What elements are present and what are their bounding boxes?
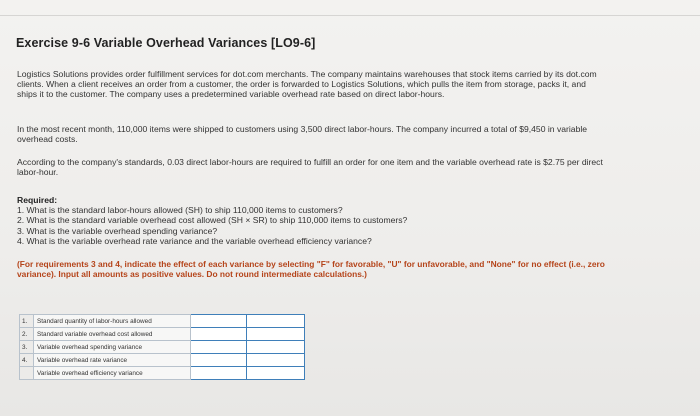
required-item-3: 3. What is the variable overhead spending variance?	[17, 225, 218, 236]
effect-input-cell	[247, 328, 305, 341]
top-divider	[0, 15, 700, 16]
required-heading: Required:	[17, 195, 58, 205]
intro-paragraph: Logistics Solutions provides order fulfillment services for dot.com merchants. The company maintains warehouses that stock items carried by its dot.com clients. When a client receives an order from a customer, the order is forwarded to Logistics Solutions, which pulls the item from storage, packs it, and ships it to the customer. The company uses a predetermined variable overhead rate based on direct labor-hours.	[17, 69, 597, 100]
row-number: 2.	[20, 328, 34, 341]
row-label: Variable overhead efficiency variance	[34, 367, 191, 380]
standard-cost-input[interactable]	[191, 328, 246, 340]
row-number: 4.	[20, 354, 34, 367]
rate-variance-input[interactable]	[191, 354, 246, 366]
rate-variance-effect-input[interactable]	[247, 354, 304, 366]
row-label: Standard quantity of labor-hours allowed	[34, 315, 191, 328]
effect-input-cell	[247, 367, 305, 380]
row-label: Variable overhead spending variance	[34, 341, 191, 354]
answer-input-cell	[191, 328, 247, 341]
table-row	[20, 315, 305, 328]
row-number	[20, 367, 34, 380]
table-row	[20, 341, 305, 354]
effect-input-cell	[247, 354, 305, 367]
spending-variance-input[interactable]	[191, 341, 246, 353]
row-label: Standard variable overhead cost allowed	[34, 328, 191, 341]
answer-input-cell	[191, 354, 247, 367]
table-row	[20, 354, 305, 367]
answer-table	[19, 314, 305, 380]
effect-input-cell	[247, 315, 305, 328]
row-number: 1.	[20, 315, 34, 328]
page-title: Exercise 9-6 Variable Overhead Variances [LO9-6]	[16, 36, 316, 50]
row-label: Variable overhead rate variance	[34, 354, 191, 367]
efficiency-variance-input[interactable]	[191, 367, 246, 379]
standard-cost-effect-input[interactable]	[247, 328, 304, 340]
answer-input-cell	[191, 315, 247, 328]
row-number: 3.	[20, 341, 34, 354]
standards-paragraph: According to the company's standards, 0.03 direct labor-hours are required to fulfill an order for one item and the variable overhead rate is $2.75 per direct labor-hour.	[17, 157, 603, 178]
shipment-paragraph: In the most recent month, 110,000 items were shipped to customers using 3,500 direct labor-hours. The company incurred a total of $9,450 in variable overhead costs.	[17, 124, 588, 145]
instructions-note: (For requirements 3 and 4, indicate the effect of each variance by selecting "F" for favorable, "U" for unfavorable, and "None" for no effect (i.e., zero variance). Input all amounts as positive values. Do not round intermediate calculations.)	[17, 259, 605, 280]
required-item-4: 4. What is the variable overhead rate variance and the variable overhead efficiency variance?	[17, 235, 372, 246]
spending-variance-effect-input[interactable]	[247, 341, 304, 353]
table-row	[20, 367, 305, 380]
answer-input-cell	[191, 341, 247, 354]
effect-input-cell	[247, 341, 305, 354]
table-row	[20, 328, 305, 341]
required-item-1: 1. What is the standard labor-hours allowed (SH) to ship 110,000 items to customers?	[17, 205, 343, 216]
standard-hours-effect-input[interactable]	[247, 315, 304, 327]
answer-input-cell	[191, 367, 247, 380]
efficiency-variance-effect-input[interactable]	[247, 367, 304, 379]
standard-hours-input[interactable]	[191, 315, 246, 327]
required-section	[17, 195, 607, 246]
required-item-2: 2. What is the standard variable overhead cost allowed (SH × SR) to ship 110,000 items to customers?	[17, 215, 408, 226]
